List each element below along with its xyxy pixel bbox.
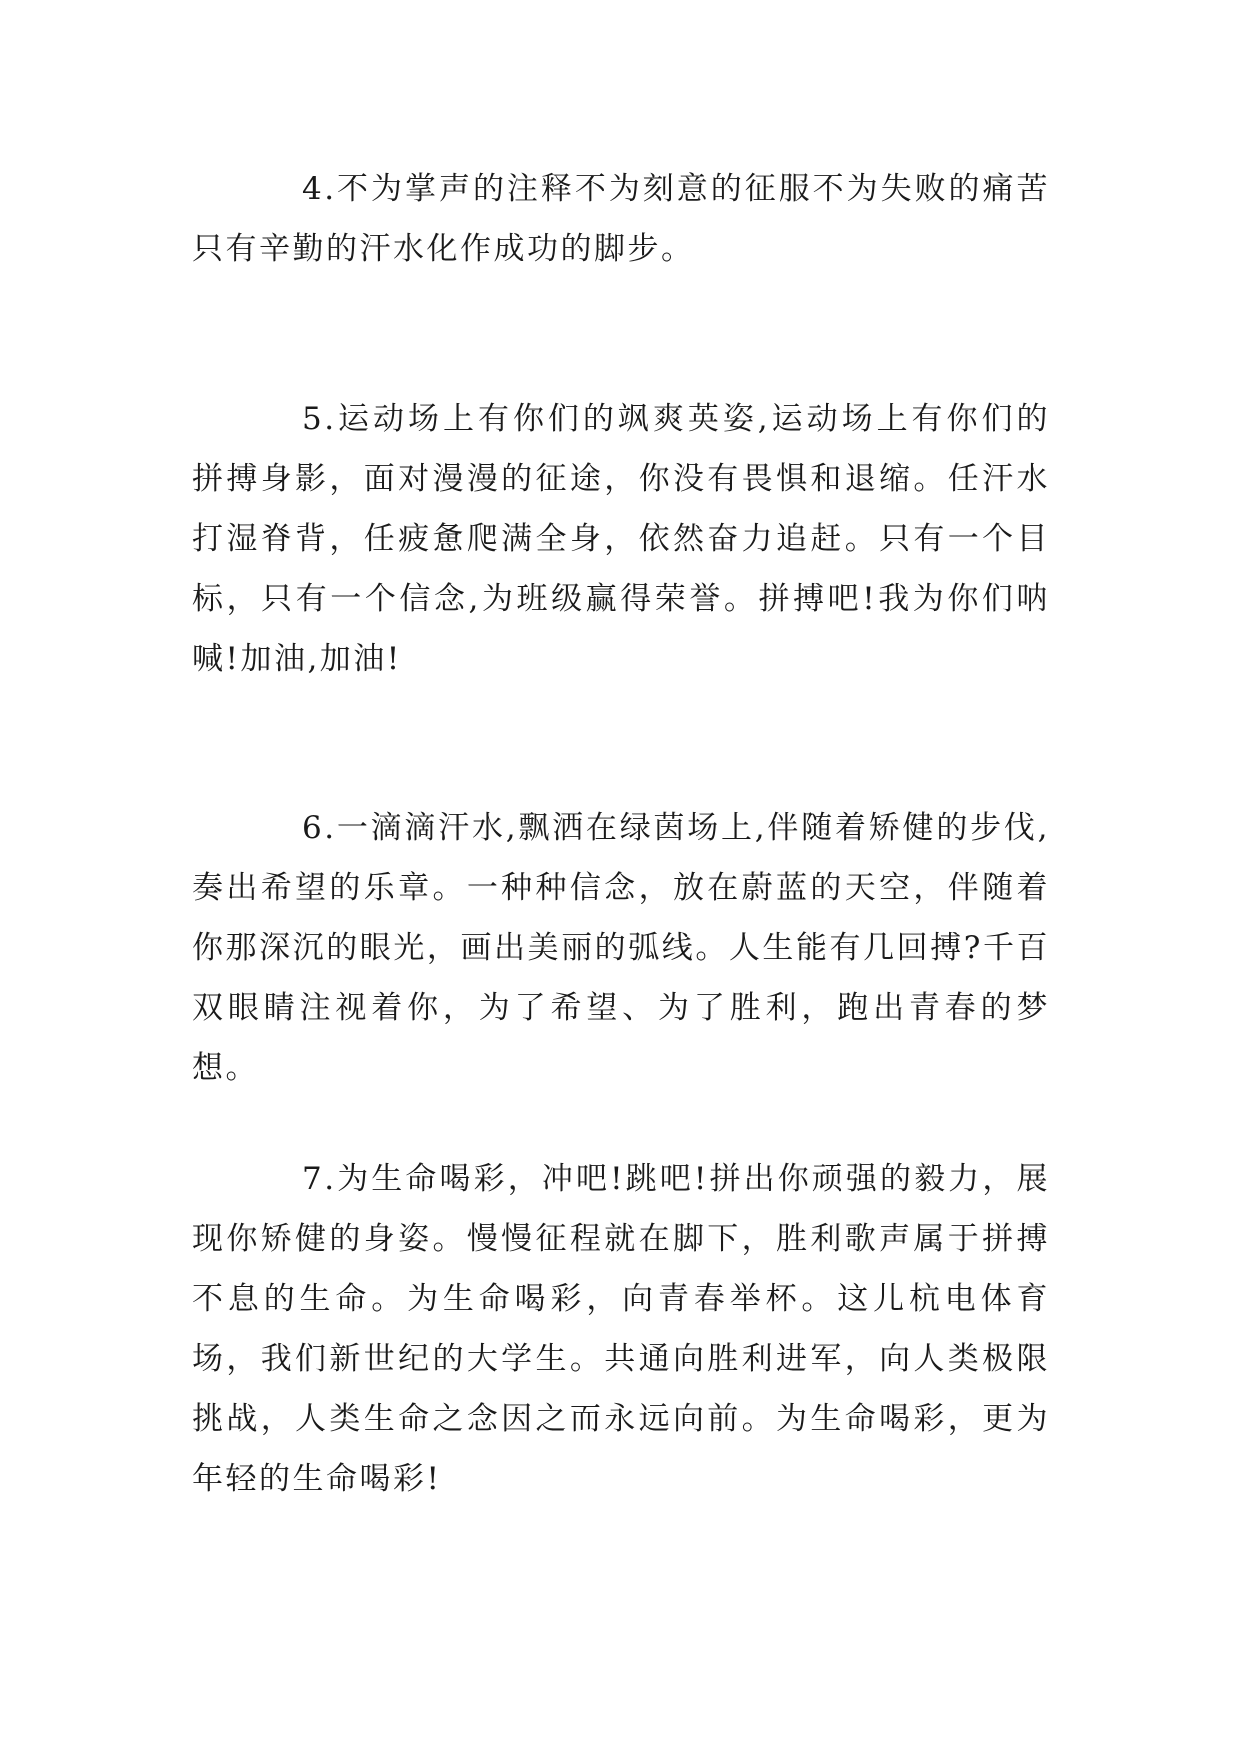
paragraph-text: 不为掌声的注释不为刻意的征服不为失败的痛苦只有辛勤的汗水化作成功的脚步。 (192, 171, 1050, 267)
paragraph-7 (192, 1149, 1050, 1509)
paragraph-number: 5. (302, 401, 337, 437)
paragraph-text: 一滴滴汗水,飘洒在绿茵场上,伴随着矫健的步伐,奏出希望的乐章。一种种信念，放在蔚蓝的天空，伴随着你那深沉的眼光，画出美丽的弧线。人生能有几回搏?千百双眼睛注视着你，为了希望、为了胜利，跑出青春的梦想。 (192, 810, 1050, 1086)
paragraph-number: 7. (302, 1161, 337, 1197)
paragraph-text: 运动场上有你们的飒爽英姿,运动场上有你们的拼搏身影，面对漫漫的征途，你没有畏惧和退缩。任汗水打湿脊背，任疲惫爬满全身，依然奋力追赶。只有一个目标，只有一个信念,为班级赢得荣誉。拼搏吧!我为你们呐喊!加油,加油! (192, 401, 1050, 677)
paragraph-number: 6. (302, 810, 337, 846)
paragraph-5 (192, 389, 1050, 689)
paragraph-number: 4. (302, 171, 337, 207)
paragraph-4 (192, 159, 1050, 279)
paragraph-text: 为生命喝彩，冲吧!跳吧!拼出你顽强的毅力，展现你矫健的身姿。慢慢征程就在脚下，胜利歌声属于拼搏不息的生命。为生命喝彩，向青春举杯。这儿杭电体育场，我们新世纪的大学生。共通向胜利进军，向人类极限挑战，人类生命之念因之而永远向前。为生命喝彩，更为年轻的生命喝彩! (192, 1161, 1050, 1497)
paragraph-6 (192, 798, 1050, 1098)
